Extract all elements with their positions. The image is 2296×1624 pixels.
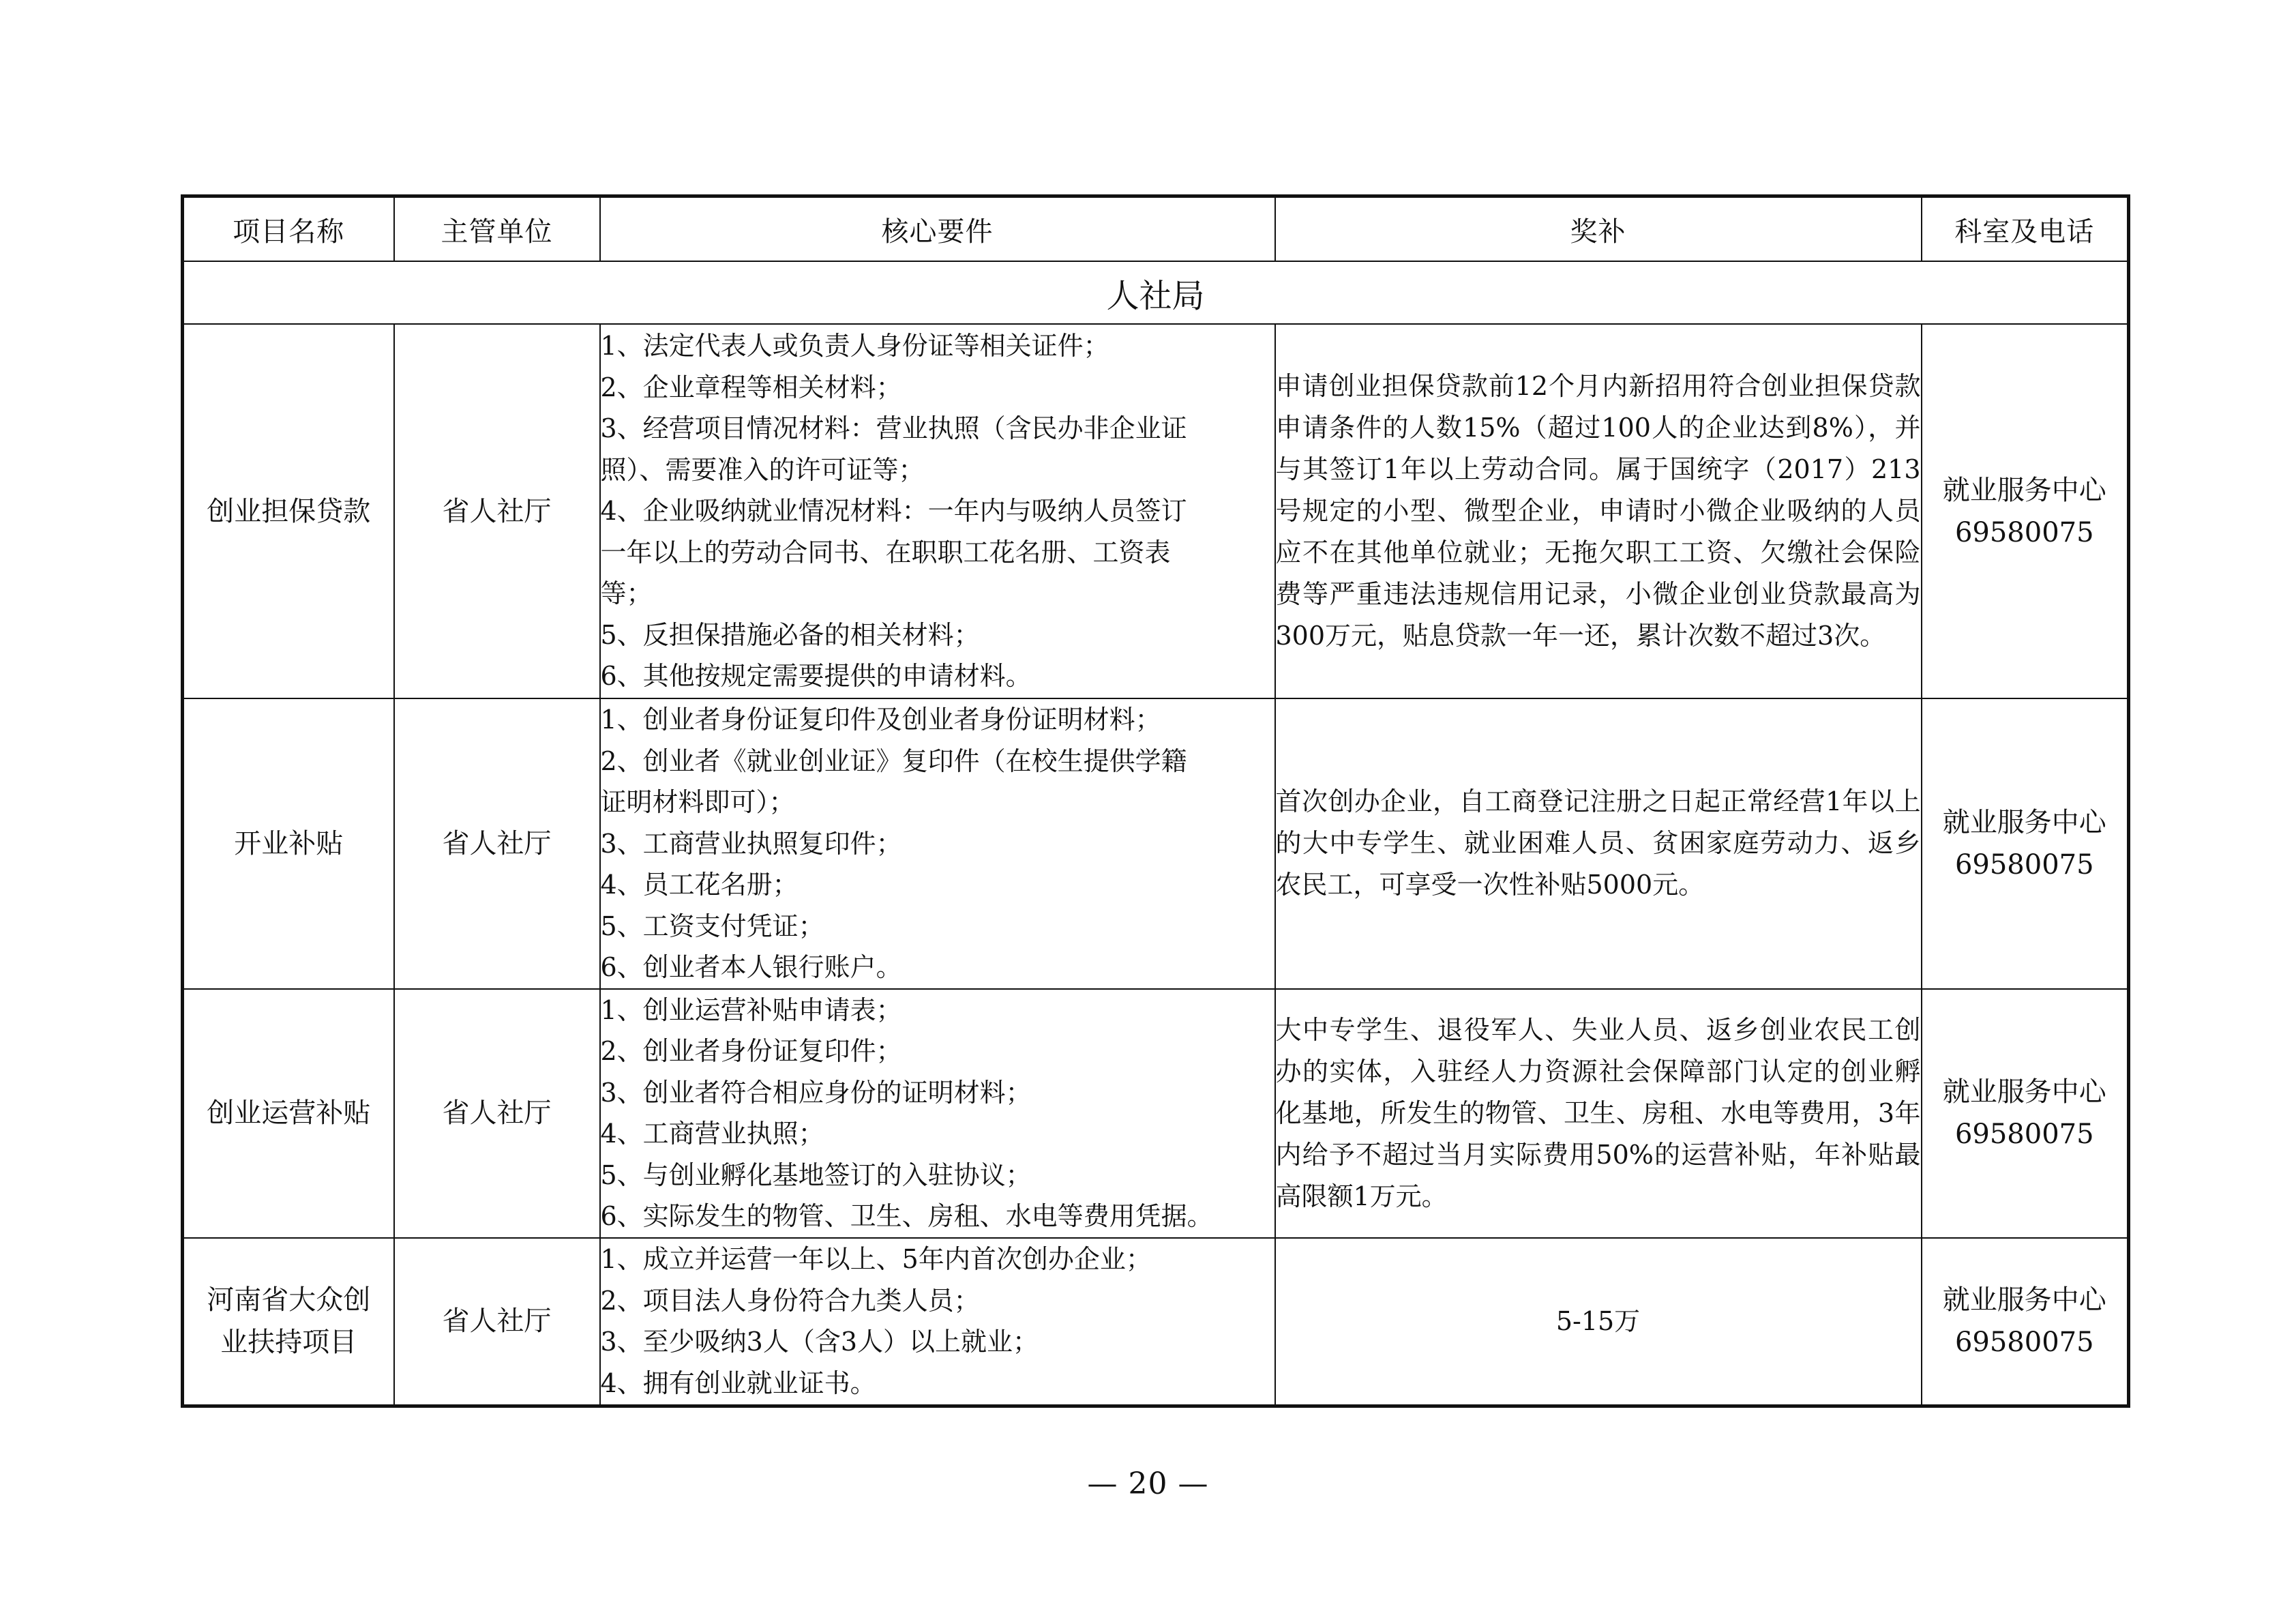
table-row <box>183 1238 2129 1406</box>
requirement-item: 4、工商营业执照； <box>600 1119 824 1149</box>
department: 省人社厅 <box>394 698 600 989</box>
reward-text: 申请创业担保贷款前12个月内新招用符合创业担保贷款申请条件的人数15%（超过100人的企业达到8%），并与其签订1年以上劳动合同。属于国统字（2017）213号规定的小型、微型企业，申请时小微企业吸纳的人员应不在其他单位就业；无拖欠职工工资、欠缴社会保险费等严重违法违规信用记录，小微企业创业贷款最高为300万元，贴息贷款一年一还，累计次数不超过3次。 <box>1275 371 1921 651</box>
section-row <box>183 261 2129 324</box>
requirements <box>600 989 1275 1238</box>
contact <box>1922 698 2129 989</box>
requirement-item: 5、与创业孵化基地签订的入驻协议； <box>600 1160 1032 1190</box>
requirement-item: 照）、需要准入的许可证等； <box>600 454 925 485</box>
policy-table <box>181 194 2130 1408</box>
header-department: 主管单位 <box>394 196 600 262</box>
contact-office: 就业服务中心 <box>1942 806 2106 838</box>
header-reward: 奖补 <box>1275 196 1922 262</box>
reward-text: 首次创办企业，自工商登记注册之日起正常经营1年以上的大中专学生、就业困难人员、贫困家庭劳动力、返乡农民工，可享受一次性补贴5000元。 <box>1275 786 1921 900</box>
contact-office: 就业服务中心 <box>1942 1284 2106 1316</box>
requirements <box>600 698 1275 989</box>
reward <box>1275 324 1922 698</box>
header-project-name: 项目名称 <box>183 196 394 262</box>
contact <box>1922 989 2129 1238</box>
requirement-item: 1、创业运营补贴申请表； <box>600 994 902 1025</box>
table-row <box>183 324 2129 698</box>
requirement-item: 3、创业者符合相应身份的证明材料； <box>600 1077 1032 1108</box>
table-row <box>183 698 2129 989</box>
requirement-item: 2、项目法人身份符合九类人员； <box>600 1285 980 1316</box>
reward <box>1275 698 1922 989</box>
contact-phone: 69580075 <box>1954 516 2094 548</box>
header-contact: 科室及电话 <box>1922 196 2129 262</box>
department: 省人社厅 <box>394 1238 600 1406</box>
requirement-item: 2、创业者《就业创业证》复印件（在校生提供学籍 <box>600 745 1187 776</box>
requirement-item: 1、法定代表人或负责人身份证等相关证件； <box>600 331 1109 361</box>
reward <box>1275 989 1922 1238</box>
requirement-item: 证明材料即可）； <box>600 787 795 817</box>
requirement-item: 6、创业者本人银行账户。 <box>600 952 902 982</box>
header-row <box>183 196 2129 262</box>
contact-phone: 69580075 <box>1954 1327 2094 1359</box>
requirement-item: 5、反担保措施必备的相关材料； <box>600 619 980 650</box>
contact-phone: 69580075 <box>1954 1119 2094 1150</box>
requirement-item: 1、成立并运营一年以上、5年内首次创办企业； <box>600 1244 1152 1275</box>
project-name: 开业补贴 <box>183 698 394 989</box>
requirement-item: 1、创业者身份证复印件及创业者身份证明材料； <box>600 705 1161 735</box>
contact-office: 就业服务中心 <box>1942 474 2106 506</box>
requirement-item: 6、其他按规定需要提供的申请材料。 <box>600 661 1032 692</box>
section-title: 人社局 <box>183 261 2129 324</box>
requirement-item: 一年以上的劳动合同书、在职职工花名册、工资表 <box>600 537 1171 567</box>
contact <box>1922 1238 2129 1406</box>
requirement-item: 2、创业者身份证复印件； <box>600 1036 902 1066</box>
requirements <box>600 324 1275 698</box>
requirement-item: 3、经营项目情况材料：营业执照（含民办非企业证 <box>600 413 1187 444</box>
department: 省人社厅 <box>394 989 600 1238</box>
requirement-item: 3、至少吸纳3人（含3人）以上就业； <box>600 1327 1039 1357</box>
reward-text: 大中专学生、退役军人、失业人员、返乡创业农民工创办的实体，入驻经人力资源社会保障部门认定的创业孵化基地，所发生的物管、卫生、房租、水电等费用，3年内给予不超过当月实际费用50%的运营补贴，年补贴最高限额1万元。 <box>1275 1014 1921 1211</box>
project-name: 创业运营补贴 <box>183 989 394 1238</box>
contact-phone: 69580075 <box>1954 848 2094 881</box>
reward: 5-15万 <box>1275 1238 1922 1406</box>
requirement-item: 5、工资支付凭证； <box>600 911 824 941</box>
requirement-item: 等； <box>600 578 653 609</box>
project-name: 创业担保贷款 <box>183 324 394 698</box>
requirement-item: 4、员工花名册； <box>600 870 799 900</box>
project-name <box>183 1238 394 1406</box>
requirement-item: 2、企业章程等相关材料； <box>600 372 902 402</box>
page-number: — 20 — <box>1087 1466 1209 1501</box>
requirement-item: 4、企业吸纳就业情况材料：一年内与吸纳人员签订 <box>600 496 1187 527</box>
project-name-text: 河南省大众创业扶持项目 <box>207 1284 371 1359</box>
requirement-item: 4、拥有创业就业证书。 <box>600 1368 876 1398</box>
contact-office: 就业服务中心 <box>1942 1076 2106 1108</box>
header-requirements: 核心要件 <box>600 196 1275 262</box>
requirement-item: 6、实际发生的物管、卫生、房租、水电等费用凭据。 <box>600 1201 1213 1231</box>
requirements <box>600 1238 1275 1406</box>
department: 省人社厅 <box>394 324 600 698</box>
table-row <box>183 989 2129 1238</box>
requirement-item: 3、工商营业执照复印件； <box>600 828 902 859</box>
contact <box>1922 324 2129 698</box>
